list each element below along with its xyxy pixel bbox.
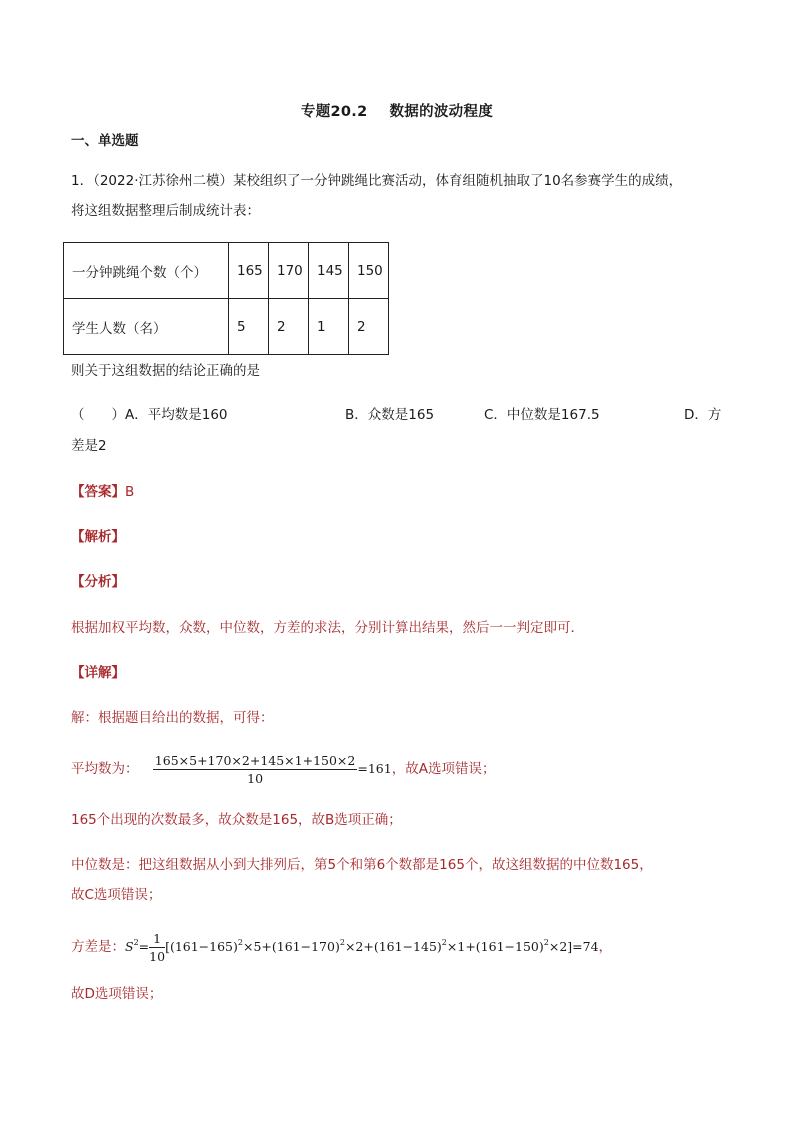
fenxi-text: 根据加权平均数，众数，中位数，方差的求法，分别计算出结果，然后一一判定即可． <box>71 620 584 636</box>
mean-result: =161 <box>357 761 392 776</box>
table-cell: 150 <box>349 243 389 299</box>
mean-numerator: 165×5+170×2+145×1+150×2 <box>154 752 356 768</box>
topic-name: 数据的波动程度 <box>389 104 494 120</box>
median-conclusion: 故C选项错误； <box>71 887 162 903</box>
table-cell: 145 <box>309 243 349 299</box>
variance-label: 方差是： <box>71 939 125 955</box>
table-cell: 学生人数（名） <box>64 299 229 355</box>
question-prompt: 则关于这组数据的结论正确的是 <box>71 363 260 379</box>
jiexi-label: 【解析】 <box>71 529 125 545</box>
median-label: 中位数是： <box>71 857 139 873</box>
topic-number: 专题20.2 <box>300 104 368 120</box>
solution-intro: 解：根据题目给出的数据，可得： <box>71 710 274 726</box>
table-cell: 2 <box>269 299 309 355</box>
variance-tail: ， <box>598 939 613 955</box>
mean-denominator: 10 <box>247 770 264 786</box>
xiangjie-label: 【详解】 <box>71 665 125 681</box>
mean-label: 平均数为： <box>71 761 139 777</box>
mean-conclusion: ，故A选项错误； <box>391 761 496 777</box>
mean-calculation <box>71 752 495 786</box>
mode-text: 165个出现的次数最多，故众数是165，故B选项正确； <box>71 812 402 828</box>
variance-calculation <box>71 926 612 964</box>
table-cell: 170 <box>269 243 309 299</box>
table-cell: 一分钟跳绳个数（个） <box>64 243 229 299</box>
median-body: 把这组数据从小到大排列后，第5个和第6个数都是165个，故这组数据的中位数165， <box>138 857 653 873</box>
variance-conclusion: 故D选项错误； <box>71 986 163 1002</box>
table-row <box>64 243 389 299</box>
median-text <box>71 855 653 875</box>
section-heading: 一、单选题 <box>71 133 139 149</box>
page-title <box>0 100 794 121</box>
option-c: C．中位数是167.5 <box>484 407 600 423</box>
answer-value: B <box>125 484 135 500</box>
mean-fraction <box>153 753 358 786</box>
statistics-table <box>63 242 389 355</box>
table-cell: 165 <box>229 243 269 299</box>
table-cell: 2 <box>349 299 389 355</box>
variance-fraction: $\frac{1}{10}$ <box>149 931 166 964</box>
question-stem-line1: 1．（2022·江苏徐州二模）某校组织了一分钟跳绳比赛活动，体育组随机抽取了10名参赛学生的成绩， <box>71 173 683 189</box>
variance-formula: $S^2=$ $\frac{1}{10}$ $[(161-165)^2\times 5+(161-170)^2\times 2+(161-145)^2\times 1+(161-150)^2\times 2]=74$ <box>125 931 599 964</box>
table-cell: 1 <box>309 299 349 355</box>
table-row <box>64 299 389 355</box>
answer-line <box>71 482 134 502</box>
option-a: （ ）A．平均数是160 <box>71 407 228 423</box>
option-b: B．众数是165 <box>345 407 435 423</box>
option-d-continued: 差是2 <box>71 438 107 454</box>
table-cell: 5 <box>229 299 269 355</box>
fenxi-label: 【分析】 <box>71 574 125 590</box>
question-stem-line2: 将这组数据整理后制成统计表： <box>71 203 260 219</box>
answer-label: 【答案】 <box>71 484 125 500</box>
option-d: D．方 <box>684 407 722 423</box>
